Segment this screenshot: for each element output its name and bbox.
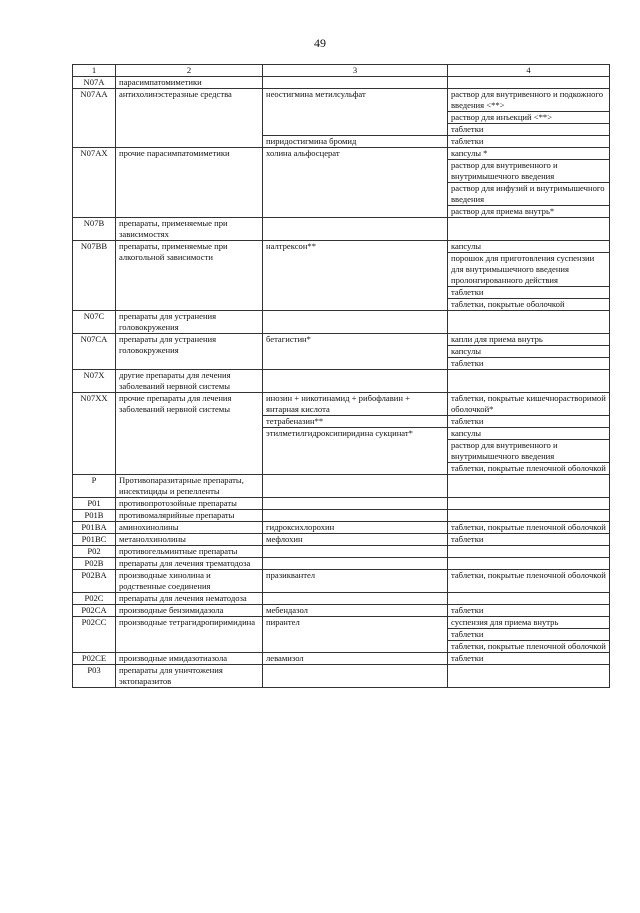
header-row — [73, 65, 610, 77]
drug-name-empty — [263, 475, 448, 498]
header-col-3: 3 — [263, 65, 448, 77]
atc-code: N07A — [73, 77, 116, 89]
atc-code: P01B — [73, 510, 116, 522]
drug-name-empty — [263, 77, 448, 89]
drug-name-empty — [263, 665, 448, 688]
dosage-forms-cell — [448, 89, 610, 136]
table-row — [73, 546, 610, 558]
dosage-form: таблетки — [451, 136, 484, 146]
drug-name-empty — [263, 546, 448, 558]
atc-code: P02CA — [73, 605, 116, 617]
table-row — [73, 218, 610, 241]
atc-code: P01BA — [73, 522, 116, 534]
table-row — [73, 475, 610, 498]
drug-name: пиридостигмина бромид — [263, 136, 448, 148]
drug-classification-table — [72, 64, 610, 688]
dosage-forms-empty — [448, 370, 610, 393]
atc-code: N07B — [73, 218, 116, 241]
header-col-2: 2 — [116, 65, 263, 77]
table-row — [73, 510, 610, 522]
dosage-form: раствор для внутривенного и внутримышечного введения — [448, 159, 609, 182]
table-row — [73, 498, 610, 510]
anatomical-therapeutic-group: прочие парасимпатомиметики — [116, 148, 263, 218]
table-row — [73, 653, 610, 665]
dosage-form: капсулы — [451, 241, 482, 251]
anatomical-therapeutic-group: Противопаразитарные препараты, инсектициды и репелленты — [116, 475, 263, 498]
anatomical-therapeutic-group: прочие препараты для лечения заболеваний нервной системы — [116, 393, 263, 475]
table-row — [73, 370, 610, 393]
dosage-form: таблетки, покрытые пленочной оболочкой — [451, 522, 606, 532]
atc-code: N07BB — [73, 241, 116, 311]
table-row — [73, 148, 610, 218]
anatomical-therapeutic-group: противопротозойные препараты — [116, 498, 263, 510]
dosage-forms-cell — [448, 534, 610, 546]
drug-name: налтрексон** — [263, 241, 448, 311]
atc-code: P02B — [73, 558, 116, 570]
dosage-forms-empty — [448, 475, 610, 498]
page-number: 49 — [314, 36, 326, 50]
dosage-forms-cell — [448, 416, 610, 428]
drug-name: мебендазол — [263, 605, 448, 617]
table-row — [73, 558, 610, 570]
anatomical-therapeutic-group: препараты, применяемые при зависимостях — [116, 218, 263, 241]
dosage-form: таблетки — [448, 123, 609, 135]
table-row — [73, 570, 610, 593]
dosage-form: таблетки, покрытые пленочной оболочкой — [451, 570, 606, 580]
drug-name: тетрабеназин** — [263, 416, 448, 428]
table-row — [73, 241, 610, 311]
dosage-form: таблетки — [451, 534, 484, 544]
atc-code: N07AX — [73, 148, 116, 218]
dosage-form: таблетки — [451, 416, 484, 426]
table-row — [73, 77, 610, 89]
anatomical-therapeutic-group: противомалярийные препараты — [116, 510, 263, 522]
dosage-form: раствор для инъекций <**> — [448, 111, 609, 123]
drug-name-empty — [263, 510, 448, 522]
anatomical-therapeutic-group: парасимпатомиметики — [116, 77, 263, 89]
table-row — [73, 593, 610, 605]
anatomical-therapeutic-group: препараты для устранения головокружения — [116, 311, 263, 334]
drug-name: пирантел — [263, 617, 448, 653]
table-row — [73, 534, 610, 546]
atc-code: N07XX — [73, 393, 116, 475]
anatomical-therapeutic-group: препараты для лечения нематодоза — [116, 593, 263, 605]
drug-name: инозин + никотинамид + рибофлавин + янтарная кислота — [263, 393, 448, 416]
dosage-form: таблетки, покрытые кишечнорастворимой оболочкой* — [451, 393, 606, 414]
atc-code: N07X — [73, 370, 116, 393]
dosage-form: таблетки — [448, 357, 609, 369]
dosage-form: капсулы — [448, 345, 609, 357]
dosage-form: раствор для внутривенного и подкожного введения <**> — [451, 89, 603, 110]
anatomical-therapeutic-group: производные бензимидазола — [116, 605, 263, 617]
dosage-form: капсулы * — [451, 148, 488, 158]
header-col-4: 4 — [448, 65, 610, 77]
dosage-forms-cell — [448, 241, 610, 311]
atc-code: P01BC — [73, 534, 116, 546]
dosage-forms-empty — [448, 593, 610, 605]
dosage-forms-empty — [448, 510, 610, 522]
anatomical-therapeutic-group: препараты для уничтожения эктопаразитов — [116, 665, 263, 688]
drug-name: неостигмина метилсульфат — [263, 89, 448, 136]
dosage-form: таблетки — [451, 653, 484, 663]
anatomical-therapeutic-group: препараты, применяемые при алкогольной зависимости — [116, 241, 263, 311]
dosage-form: раствор для внутривенного и внутримышечного введения — [448, 439, 609, 462]
dosage-forms-cell — [448, 522, 610, 534]
drug-name: мефлохин — [263, 534, 448, 546]
table-row — [73, 617, 610, 653]
dosage-forms-cell — [448, 428, 610, 475]
dosage-form: таблетки, покрытые пленочной оболочкой — [448, 462, 609, 474]
table-row — [73, 522, 610, 534]
anatomical-therapeutic-group: противогельминтные препараты — [116, 546, 263, 558]
table-body — [73, 77, 610, 688]
dosage-forms-empty — [448, 77, 610, 89]
atc-code: N07CA — [73, 334, 116, 370]
drug-name: бетагистин* — [263, 334, 448, 370]
atc-code: P02 — [73, 546, 116, 558]
atc-code: P01 — [73, 498, 116, 510]
atc-code: P02C — [73, 593, 116, 605]
dosage-forms-cell — [448, 570, 610, 593]
dosage-form: раствор для приема внутрь* — [448, 205, 609, 217]
anatomical-therapeutic-group: препараты для устранения головокружения — [116, 334, 263, 370]
dosage-forms-cell — [448, 393, 610, 416]
drug-name-empty — [263, 218, 448, 241]
drug-name: празиквантел — [263, 570, 448, 593]
table-row — [73, 605, 610, 617]
table-row — [73, 311, 610, 334]
dosage-form: таблетки, покрытые пленочной оболочкой — [448, 640, 609, 652]
dosage-forms-empty — [448, 218, 610, 241]
dosage-form: капли для приема внутрь — [451, 334, 543, 344]
dosage-form: суспензия для приема внутрь — [451, 617, 559, 627]
dosage-forms-cell — [448, 653, 610, 665]
drug-name-empty — [263, 593, 448, 605]
dosage-form: таблетки, покрытые оболочкой — [448, 298, 609, 310]
drug-name-empty — [263, 558, 448, 570]
dosage-forms-empty — [448, 498, 610, 510]
anatomical-therapeutic-group: производные тетрагидропиримидина — [116, 617, 263, 653]
drug-name: гидроксихлорохин — [263, 522, 448, 534]
anatomical-therapeutic-group: другие препараты для лечения заболеваний нервной системы — [116, 370, 263, 393]
anatomical-therapeutic-group: производные имидазотиазола — [116, 653, 263, 665]
atc-code: N07AA — [73, 89, 116, 148]
drug-name-empty — [263, 311, 448, 334]
dosage-form: таблетки — [448, 628, 609, 640]
dosage-forms-cell — [448, 617, 610, 653]
drug-name: холина альфосцерат — [263, 148, 448, 218]
atc-code: P03 — [73, 665, 116, 688]
dosage-form: порошок для приготовления суспензии для внутримышечного введения пролонгированного действия — [448, 252, 609, 286]
drug-name-empty — [263, 498, 448, 510]
anatomical-therapeutic-group: препараты для лечения трематодоза — [116, 558, 263, 570]
dosage-form: таблетки — [448, 286, 609, 298]
dosage-forms-cell — [448, 605, 610, 617]
atc-code: P02CC — [73, 617, 116, 653]
atc-code: P02BA — [73, 570, 116, 593]
atc-code: P — [73, 475, 116, 498]
anatomical-therapeutic-group: производные хинолина и родственные соединения — [116, 570, 263, 593]
dosage-form: раствор для инфузий и внутримышечного введения — [448, 182, 609, 205]
dosage-forms-cell — [448, 334, 610, 370]
table-row — [73, 665, 610, 688]
anatomical-therapeutic-group: метанолхинолины — [116, 534, 263, 546]
atc-code: P02CE — [73, 653, 116, 665]
dosage-forms-cell — [448, 136, 610, 148]
anatomical-therapeutic-group: антихолинэстеразные средства — [116, 89, 263, 148]
table-row — [73, 393, 610, 416]
atc-code: N07C — [73, 311, 116, 334]
table-row — [73, 89, 610, 136]
anatomical-therapeutic-group: аминохинолины — [116, 522, 263, 534]
dosage-forms-empty — [448, 311, 610, 334]
dosage-forms-empty — [448, 546, 610, 558]
table-row — [73, 334, 610, 370]
dosage-forms-cell — [448, 148, 610, 218]
dosage-forms-empty — [448, 665, 610, 688]
dosage-forms-empty — [448, 558, 610, 570]
drug-name: этилметилгидроксипиридина сукцинат* — [263, 428, 448, 475]
dosage-form: капсулы — [451, 428, 482, 438]
dosage-form: таблетки — [451, 605, 484, 615]
header-col-1: 1 — [73, 65, 116, 77]
drug-name: левамизол — [263, 653, 448, 665]
drug-name-empty — [263, 370, 448, 393]
